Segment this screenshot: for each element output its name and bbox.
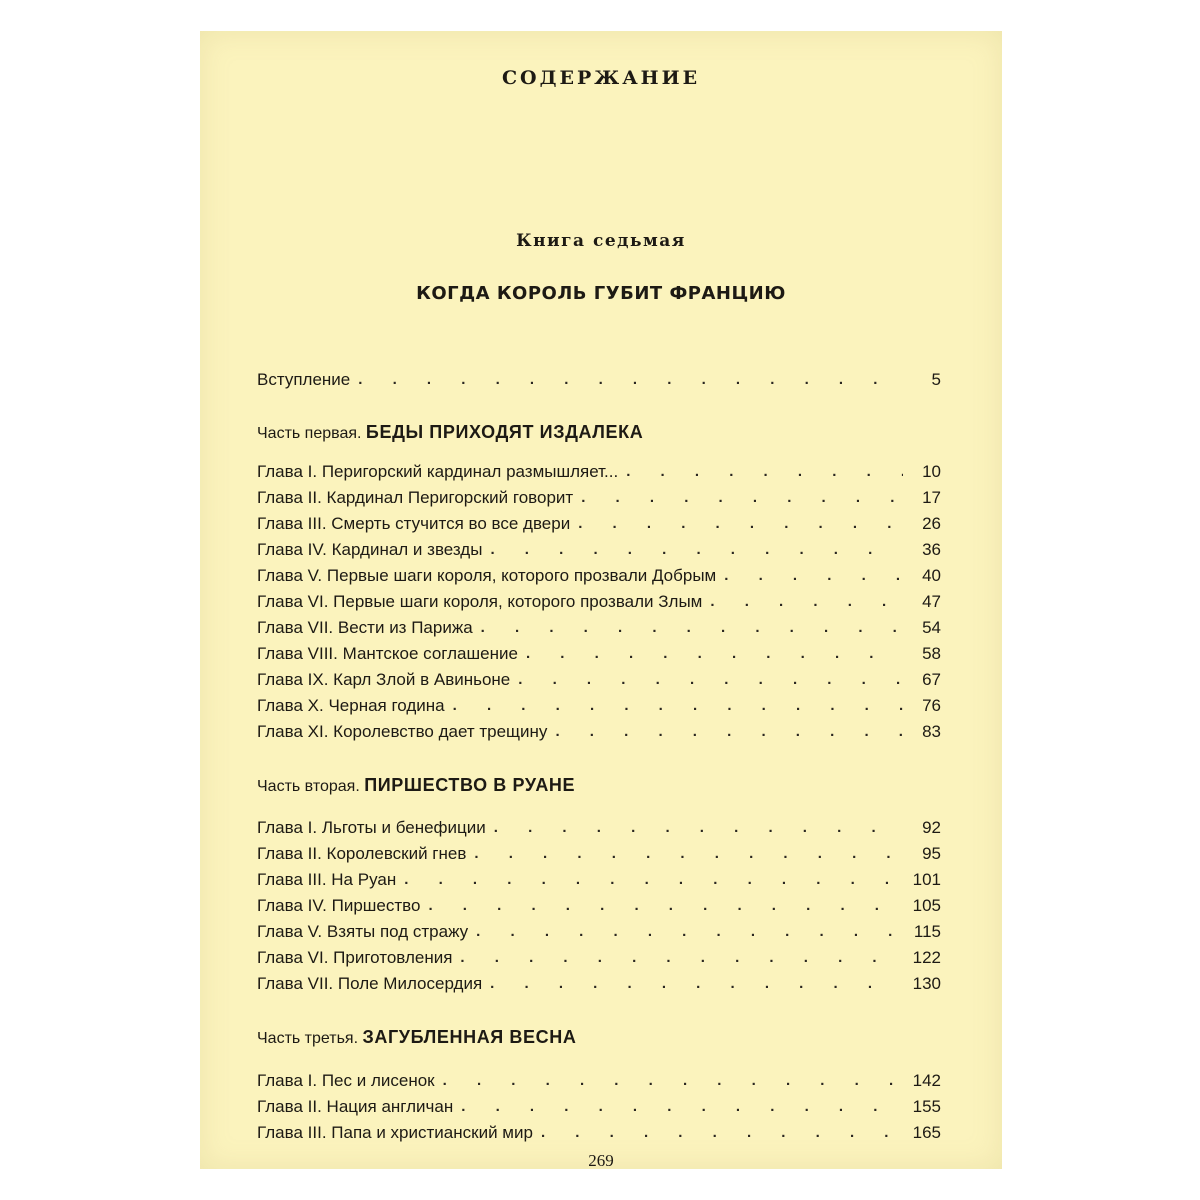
toc-entry	[257, 537, 941, 561]
chapter-title: Взяты под стражу	[326, 922, 469, 941]
toc-entry-page: 36	[922, 540, 941, 559]
toc-entry	[257, 867, 941, 891]
toc-entry	[257, 893, 941, 917]
dot-leader	[453, 695, 903, 717]
chapter-title: Приготовления	[333, 948, 453, 967]
book-title: КОГДА КОРОЛЬ ГУБИТ ФРАНЦИЮ	[416, 283, 786, 304]
dot-leader	[490, 973, 903, 995]
dot-leader	[541, 1122, 903, 1144]
dot-leader	[474, 843, 903, 865]
toc-entry	[257, 919, 941, 943]
chapter-title: Королевский гнев	[326, 844, 467, 863]
chapter-title: Папа и христианский мир	[331, 1123, 533, 1142]
chapter-title: Королевство дает трещину	[333, 722, 548, 741]
toc-entry	[257, 1120, 941, 1144]
toc-entry-page: 40	[922, 566, 941, 585]
chapter-label: Глава II.	[257, 1097, 322, 1116]
chapter-label: Глава VI.	[257, 592, 329, 611]
toc-entry-page: 67	[922, 670, 941, 689]
dot-leader	[481, 617, 903, 639]
chapter-title: Смерть стучится во все двери	[331, 514, 571, 533]
toc-entry-page: 5	[931, 370, 941, 389]
toc-entry	[257, 667, 941, 691]
toc-entry-page: 26	[922, 514, 941, 533]
dot-leader	[578, 513, 903, 535]
dot-leader	[710, 591, 903, 613]
page-number: 269	[588, 1151, 614, 1170]
toc-entry-page: 76	[922, 696, 941, 715]
toc-entry	[257, 971, 941, 995]
chapter-label: Глава VI.	[257, 948, 329, 967]
chapter-title: Первые шаги короля, которого прозвали Добрым	[326, 566, 717, 585]
toc-entry-page: 54	[922, 618, 941, 637]
chapter-label: Глава I.	[257, 818, 318, 837]
part-label: Часть третья.	[257, 1030, 359, 1047]
chapter-label: Глава VII.	[257, 974, 334, 993]
toc-entry	[257, 615, 941, 639]
toc-entry-label: Вступление	[257, 370, 351, 389]
toc-entry	[257, 459, 941, 483]
dot-leader	[460, 947, 903, 969]
chapter-title: Кардинал и звезды	[331, 540, 483, 559]
dot-leader	[443, 1070, 903, 1092]
toc-entry-page: 92	[922, 818, 941, 837]
toc-entry-page: 165	[912, 1123, 941, 1142]
part-heading-2	[257, 774, 941, 798]
toc-entry-page: 101	[912, 870, 941, 889]
contents-title: СОДЕРЖАНИЕ	[501, 67, 701, 89]
dot-leader	[724, 565, 903, 587]
chapter-label: Глава III.	[257, 870, 327, 889]
chapter-label: Глава IV.	[257, 896, 327, 915]
part-title: БЕДЫ ПРИХОДЯТ ИЗДАЛЕКА	[365, 422, 644, 442]
toc-entry-page: 105	[912, 896, 941, 915]
chapter-title: Перигорский кардинал размышляет...	[321, 462, 619, 481]
toc-entry	[257, 485, 941, 509]
part-heading-3	[257, 1026, 941, 1050]
part-heading-1	[257, 421, 941, 445]
chapter-label: Глава VII.	[257, 618, 334, 637]
part-label: Часть вторая.	[257, 778, 360, 795]
part-title: ПИРШЕСТВО В РУАНЕ	[364, 775, 576, 795]
chapter-label: Глава III.	[257, 1123, 327, 1142]
dot-leader	[518, 669, 903, 691]
chapter-title: Нация англичан	[326, 1097, 454, 1116]
book-subtitle: Книга седьмая	[516, 231, 686, 251]
chapter-label: Глава X.	[257, 696, 324, 715]
chapter-label: Глава V.	[257, 922, 323, 941]
toc-entry-page: 130	[912, 974, 941, 993]
toc-entry	[257, 563, 941, 587]
chapter-title: Вести из Парижа	[337, 618, 473, 637]
chapter-label: Глава VIII.	[257, 644, 338, 663]
chapter-title: Черная година	[328, 696, 445, 715]
chapter-title: Мантское соглашение	[342, 644, 518, 663]
chapter-label: Глава IV.	[257, 540, 327, 559]
chapter-title: Льготы и бенефиции	[321, 818, 486, 837]
part-title: ЗАГУБЛЕННАЯ ВЕСНА	[362, 1027, 577, 1047]
chapter-label: Глава II.	[257, 488, 322, 507]
toc-entry-page: 155	[912, 1097, 941, 1116]
dot-leader	[494, 817, 903, 839]
dot-leader	[358, 369, 903, 391]
dot-leader	[526, 643, 903, 665]
dot-leader	[581, 487, 903, 509]
chapter-title: Карл Злой в Авиньоне	[333, 670, 511, 689]
dot-leader	[476, 921, 903, 943]
toc-entry	[257, 1094, 941, 1118]
toc-entry-page: 10	[922, 462, 941, 481]
toc-entry	[257, 511, 941, 535]
chapter-label: Глава XI.	[257, 722, 329, 741]
chapter-title: Первые шаги короля, которого прозвали Злым	[333, 592, 703, 611]
toc-entry-page: 115	[913, 922, 941, 941]
dot-leader	[626, 461, 903, 483]
chapter-title: Пиршество	[331, 896, 421, 915]
chapter-label: Глава IX.	[257, 670, 329, 689]
part-label: Часть первая.	[257, 425, 362, 442]
chapter-title: На Руан	[331, 870, 397, 889]
toc-entry-page: 47	[922, 592, 941, 611]
dot-leader	[428, 895, 903, 917]
toc-entry	[257, 719, 941, 743]
toc-entry	[257, 841, 941, 865]
toc-entry-page: 122	[912, 948, 941, 967]
toc-entry	[257, 815, 941, 839]
dot-leader	[555, 721, 903, 743]
chapter-label: Глава I.	[257, 1071, 318, 1090]
dot-leader	[490, 539, 903, 561]
toc-entry	[257, 641, 941, 665]
toc-entry	[257, 945, 941, 969]
toc-entry	[257, 693, 941, 717]
book-page	[200, 31, 1002, 1169]
toc-entry-page: 83	[922, 722, 941, 741]
chapter-label: Глава II.	[257, 844, 322, 863]
chapter-title: Пес и лисенок	[321, 1071, 435, 1090]
toc-entry	[257, 589, 941, 613]
toc-entry-intro	[257, 367, 941, 391]
dot-leader	[461, 1096, 903, 1118]
chapter-title: Поле Милосердия	[337, 974, 483, 993]
toc-entry-page: 95	[922, 844, 941, 863]
toc-entry-page: 17	[922, 488, 941, 507]
chapter-title: Кардинал Перигорский говорит	[326, 488, 574, 507]
toc-entry-page: 142	[912, 1071, 941, 1090]
chapter-label: Глава I.	[257, 462, 318, 481]
chapter-label: Глава III.	[257, 514, 327, 533]
chapter-label: Глава V.	[257, 566, 323, 585]
toc-entry-page: 58	[922, 644, 941, 663]
toc-entry	[257, 1068, 941, 1092]
dot-leader	[404, 869, 903, 891]
